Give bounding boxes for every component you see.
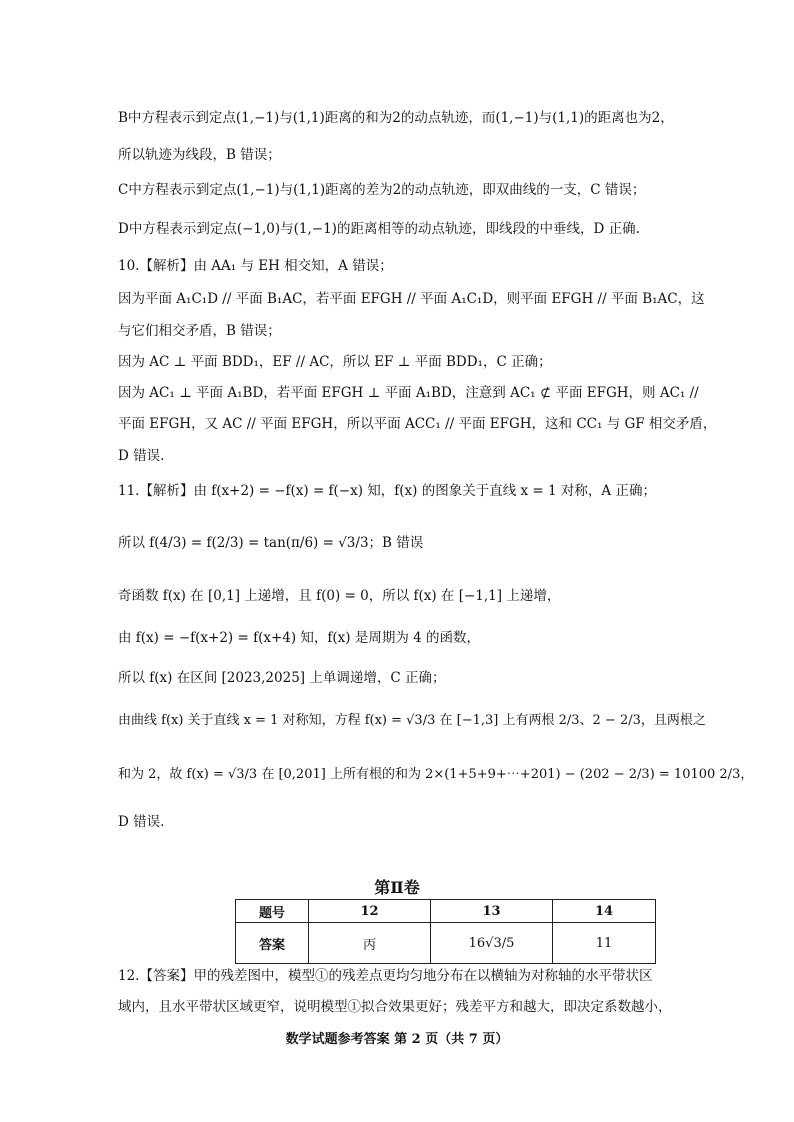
- text-line: 和为 2，故 f(x) = √3/3 在 [0,201] 上所有根的和为 2×(1+5+9+⋯+201) − (202 − 2/3) = 10100 2/3，: [118, 767, 754, 782]
- text-line: B中方程表示到定点(1,−1)与(1,1)距离的和为2的动点轨迹，而(1,−1)与(1,1)的距离也为2，: [118, 110, 674, 126]
- text-line: 奇函数 f(x) 在 [0,1] 上递增，且 f(0) = 0，所以 f(x) 在 [−1,1] 上递增，: [118, 588, 561, 604]
- text-line: 所以 f(x) 在区间 [2023,2025] 上单调递增，C 正确；: [118, 670, 446, 686]
- text-line: 由曲线 f(x) 关于直线 x = 1 对称知，方程 f(x) = √3/3 在 [−1,3] 上有两根 2/3、2 − 2/3，且两根之: [118, 713, 706, 728]
- table-cell: 11: [553, 923, 656, 964]
- table-header-cell: 12: [309, 900, 431, 923]
- answer-12-line: 域内，且水平带状区域更窄，说明模型①拟合效果更好；残差平方和越大，即决定系数越小，: [118, 999, 672, 1015]
- table-row: [236, 923, 656, 964]
- text-line: D 错误.: [118, 814, 165, 830]
- table-cell: 丙: [309, 923, 431, 964]
- text-line: 所以轨迹为线段，B 错误；: [118, 147, 281, 163]
- text-line: C中方程表示到定点(1,−1)与(1,1)距离的差为2的动点轨迹，即双曲线的一支，C 错误；: [118, 182, 646, 198]
- answer-table: [235, 899, 656, 964]
- answer-12-line: 12.【答案】甲的残差图中，模型①的残差点更均匀地分布在以横轴为对称轴的水平带状区: [118, 968, 653, 984]
- text-line: 因为 AC ⊥ 平面 BDD₁，EF // AC，所以 EF ⊥ 平面 BDD₁，C 正确；: [118, 354, 552, 370]
- text-line: 与它们相交矛盾，B 错误；: [118, 323, 281, 339]
- text-line: 10.【解析】由 AA₁ 与 EH 相交知，A 错误；: [118, 258, 393, 274]
- table-header-cell: 题号: [236, 900, 309, 923]
- page-footer: 数学试题参考答案 第 2 页（共 7 页）: [285, 1032, 509, 1047]
- text-line: 11.【解析】由 f(x+2) = −f(x) = f(−x) 知，f(x) 的图象关于直线 x = 1 对称，A 正确；: [118, 483, 656, 499]
- table-cell: 16√3/5: [431, 923, 553, 964]
- text-line: 平面 EFGH，又 AC // 平面 EFGH，所以平面 ACC₁ // 平面 EFGH，这和 CC₁ 与 GF 相交矛盾，: [118, 416, 717, 432]
- text-line: 因为平面 A₁C₁D // 平面 B₁AC，若平面 EFGH // 平面 A₁C₁D，则平面 EFGH // 平面 B₁AC，这: [118, 291, 705, 307]
- table-header-cell: 14: [553, 900, 656, 923]
- table-cell: 答案: [236, 923, 309, 964]
- text-line: 因为 AC₁ ⊥ 平面 A₁BD，若平面 EFGH ⊥ 平面 A₁BD，注意到 AC₁ ⊄ 平面 EFGH，则 AC₁ //: [118, 385, 699, 401]
- text-line: D 错误.: [118, 448, 165, 464]
- text-line: 所以 f(4/3) = f(2/3) = tan(π/6) = √3/3；B 错误: [118, 535, 424, 551]
- table-header-row: [236, 900, 656, 923]
- text-line: 由 f(x) = −f(x+2) = f(x+4) 知，f(x) 是周期为 4 的函数，: [118, 630, 481, 646]
- section-title: 第Ⅱ卷: [374, 878, 420, 897]
- table-header-cell: 13: [431, 900, 553, 923]
- text-line: D中方程表示到定点(−1,0)与(1,−1)的距离相等的动点轨迹，即线段的中垂线，D 正确.: [118, 221, 640, 237]
